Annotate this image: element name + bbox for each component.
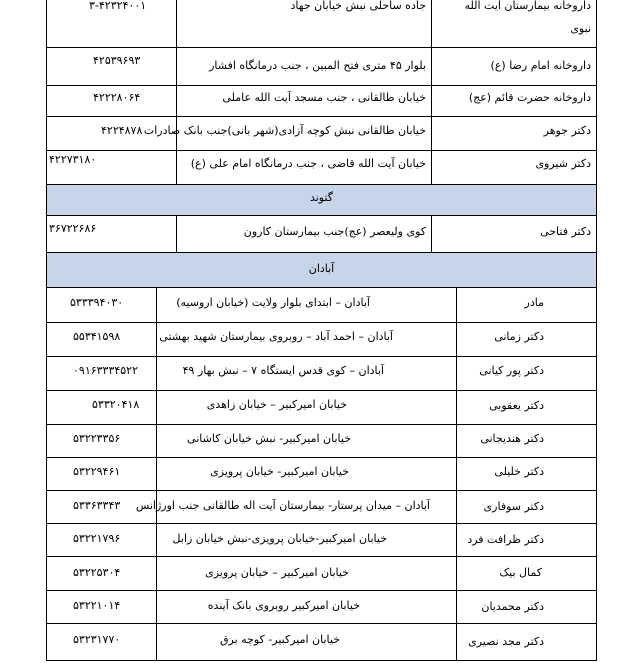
- column-divider: [176, 0, 177, 185]
- row-address: خیابان طالقانی ، جنب مسجد آیت الله عاملی: [222, 91, 426, 104]
- section-title-gotvand: گتوند: [309, 191, 334, 204]
- row-name: دکتر پور کیانی: [479, 364, 544, 377]
- row-phone: ۳-۴۲۳۲۴۰۰۱: [89, 0, 147, 12]
- row-name: دکتر محمدیان: [481, 600, 544, 613]
- row-divider: [46, 390, 597, 391]
- row-phone: ۵۳۲۲۹۴۶۱: [73, 465, 121, 478]
- row-name: داروخانه بیمارستان آیت الله: [464, 0, 591, 12]
- column-divider: [431, 215, 432, 253]
- row-address: بلوار ۴۵ متری فتح المبین ، جنب درمانگاه افشار: [209, 59, 426, 72]
- row-divider: [46, 116, 597, 117]
- column-divider: [176, 215, 177, 253]
- row-phone: ۰۹۱۶۳۳۳۴۵۲۲: [73, 364, 138, 377]
- row-phone: ۵۳۲۲۱۷۹۶: [73, 532, 121, 545]
- row-divider: [46, 47, 597, 48]
- row-name: دکتر شیروی: [535, 157, 591, 170]
- row-address: کوی ولیعصر (عج)جنب بیمارستان کارون: [243, 225, 426, 238]
- row-phone: ۵۳۲۲۵۳۰۴: [73, 566, 121, 579]
- row-address: خیابان امیرکبیر – خیابان زاهدی: [206, 398, 347, 411]
- column-divider: [456, 287, 457, 661]
- row-phone: ۵۳۲۲۳۳۵۶: [73, 432, 121, 445]
- row-name: دکتر جوهر: [543, 124, 591, 137]
- row-address: خیابان امیرکبیر-خیابان پرویزی-نبش خیابان زابل: [172, 532, 387, 545]
- row-address: آبادان – احمد آباد – روبروی بیمارستان شهید بهشتی: [159, 330, 393, 343]
- row-divider: [46, 660, 597, 661]
- row-phone: ۴۲۲۴۸۷۸: [101, 124, 143, 137]
- row-divider: [46, 184, 597, 185]
- row-phone: ۵۳۳۶۳۳۴۳: [73, 499, 121, 512]
- row-divider: [46, 623, 597, 624]
- row-name: دکتر مجد نصیری: [468, 635, 544, 648]
- row-phone: ۴۲۵۳۹۶۹۳: [93, 54, 141, 67]
- row-name: دکتر زمانی: [494, 330, 544, 343]
- row-divider: [46, 252, 597, 253]
- column-divider: [156, 287, 157, 661]
- row-divider: [46, 150, 597, 151]
- section-title-abadan: آبادان: [308, 262, 335, 275]
- row-address: آبادان – میدان پرستار- بیمارستان آیت اله طالقانی جنب اورژانس: [135, 499, 430, 512]
- row-divider: [46, 590, 597, 591]
- row-address: خیابان طالقانی نبش کوچه آزادی(شهر بانی)جنب بانک صادرات: [143, 124, 426, 137]
- row-address: خیابان امیرکبیر- کوچه برق: [220, 633, 340, 646]
- row-address: جاده ساحلی نبش خیابان جهاد: [290, 0, 426, 12]
- row-divider: [46, 287, 597, 288]
- row-phone: ۵۳۲۳۱۷۷۰: [73, 633, 121, 646]
- row-divider: [46, 424, 597, 425]
- row-name: دکتر ظرافت فرد: [467, 533, 544, 546]
- row-divider: [46, 457, 597, 458]
- row-phone: ۳۶۷۲۲۶۸۶: [49, 222, 97, 235]
- row-divider: [46, 215, 597, 216]
- row-name: کمال بیک: [499, 566, 542, 579]
- row-divider: [46, 356, 597, 357]
- row-divider: [46, 85, 597, 86]
- table-border-right: [596, 0, 597, 661]
- row-phone: ۵۳۳۳۹۴۰۳۰: [70, 296, 124, 309]
- row-name: داروخانه امام رضا (ع): [490, 59, 591, 72]
- row-address: خیابان امیرکبیر – خیابان پرویزی: [205, 566, 349, 579]
- column-divider: [431, 0, 432, 185]
- row-phone: ۴۲۲۷۳۱۸۰: [49, 153, 97, 166]
- row-address: خیابان امیرکبیر- نبش خیابان کاشانی: [187, 432, 351, 445]
- row-divider: [46, 556, 597, 557]
- row-name: داروخانه حضرت قائم (عج): [468, 91, 591, 104]
- row-phone: ۵۳۲۲۱۰۱۴: [73, 599, 121, 612]
- row-address: آبادان – کوی قدس ایستگاه ۷ – نبش بهار ۴۹: [182, 364, 384, 377]
- row-phone: ۵۳۳۲۰۴۱۸: [92, 398, 140, 411]
- row-address: خیابان آیت الله قاضی ، جنب درمانگاه امام علی (ع): [190, 157, 426, 170]
- row-address: آبادان – ابتدای بلوار ولایت (خیابان اروسیه): [176, 296, 370, 309]
- row-phone: ۵۵۳۴۱۵۹۸: [73, 330, 121, 343]
- row-name: دکتر سوفاری: [483, 500, 544, 513]
- row-phone: ۴۲۲۲۸۰۶۴: [93, 91, 141, 104]
- row-divider: [46, 490, 597, 491]
- row-name: دکتر فتاحی: [540, 225, 591, 238]
- row-name: دکتر خلیلی: [494, 465, 544, 478]
- row-divider: [46, 523, 597, 524]
- row-divider: [46, 322, 597, 323]
- table-border-left: [46, 0, 47, 661]
- row-name: مادر: [524, 296, 544, 309]
- row-address: خیابان امیرکبیر- خیابان پرویزی: [210, 465, 349, 478]
- row-address: خیابان امیرکبیر روبروی بانک آینده: [207, 599, 360, 612]
- row-name: دکتر هندیجانی: [480, 432, 544, 445]
- row-name: دکتر یعقوبی: [489, 399, 544, 412]
- row-name-continued: نبوی: [570, 22, 591, 35]
